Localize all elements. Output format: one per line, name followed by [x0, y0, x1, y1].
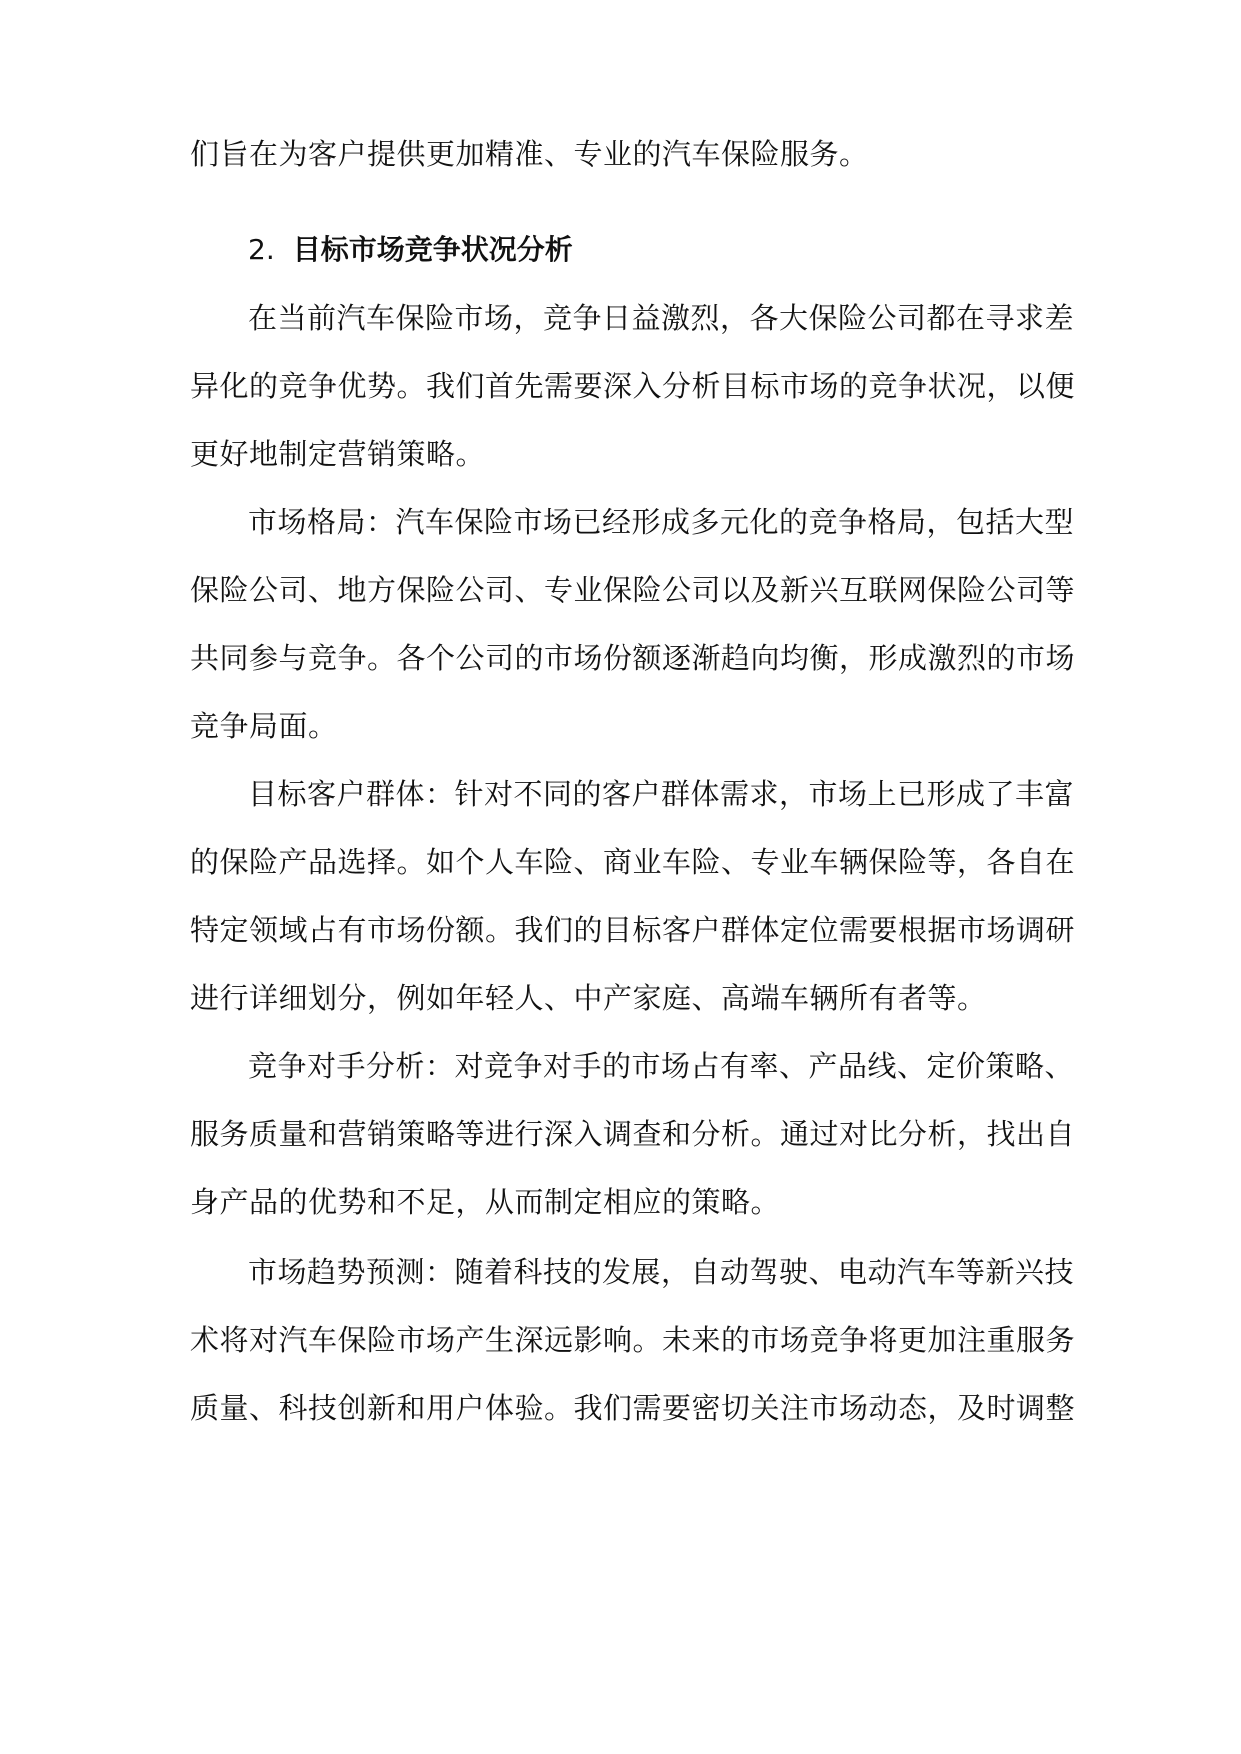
section-title: 目标市场竞争状况分析 [292, 233, 573, 266]
paragraph-line: 共同参与竞争。各个公司的市场份额逐渐趋向均衡，形成激烈的市场 [190, 641, 1076, 675]
paragraph-line: 进行详细划分，例如年轻人、中产家庭、高端车辆所有者等。 [190, 981, 987, 1015]
paragraph-line: 更好地制定营销策略。 [190, 437, 486, 471]
paragraph-line: 的保险产品选择。如个人车险、商业车险、专业车辆保险等，各自在 [190, 845, 1076, 879]
paragraph-line: 在当前汽车保险市场，竞争日益激烈，各大保险公司都在寻求差 [248, 301, 1075, 335]
section-heading [248, 230, 573, 270]
paragraph-line: 特定领域占有市场份额。我们的目标客户群体定位需要根据市场调研 [190, 913, 1076, 947]
paragraph-line: 异化的竞争优势。我们首先需要深入分析目标市场的竞争状况，以便 [190, 369, 1076, 403]
section-number: 2. [248, 233, 275, 266]
paragraph-line: 身产品的优势和不足，从而制定相应的策略。 [190, 1185, 781, 1219]
paragraph-line: 市场格局：汽车保险市场已经形成多元化的竞争格局，包括大型 [248, 505, 1075, 539]
paragraph-line: 竞争对手分析：对竞争对手的市场占有率、产品线、定价策略、 [248, 1049, 1075, 1083]
paragraph-line: 市场趋势预测：随着科技的发展，自动驾驶、电动汽车等新兴技 [248, 1255, 1075, 1289]
paragraph-line: 目标客户群体：针对不同的客户群体需求，市场上已形成了丰富 [248, 777, 1075, 811]
paragraph-line: 服务质量和营销策略等进行深入调查和分析。通过对比分析，找出自 [190, 1117, 1076, 1151]
paragraph-line: 保险公司、地方保险公司、专业保险公司以及新兴互联网保险公司等 [190, 573, 1076, 607]
paragraph-continuation: 们旨在为客户提供更加精准、专业的汽车保险服务。 [190, 137, 869, 171]
paragraph-line: 竞争局面。 [190, 709, 338, 743]
paragraph-line: 术将对汽车保险市场产生深远影响。未来的市场竞争将更加注重服务 [190, 1323, 1076, 1357]
paragraph-line: 质量、科技创新和用户体验。我们需要密切关注市场动态，及时调整 [190, 1391, 1076, 1425]
